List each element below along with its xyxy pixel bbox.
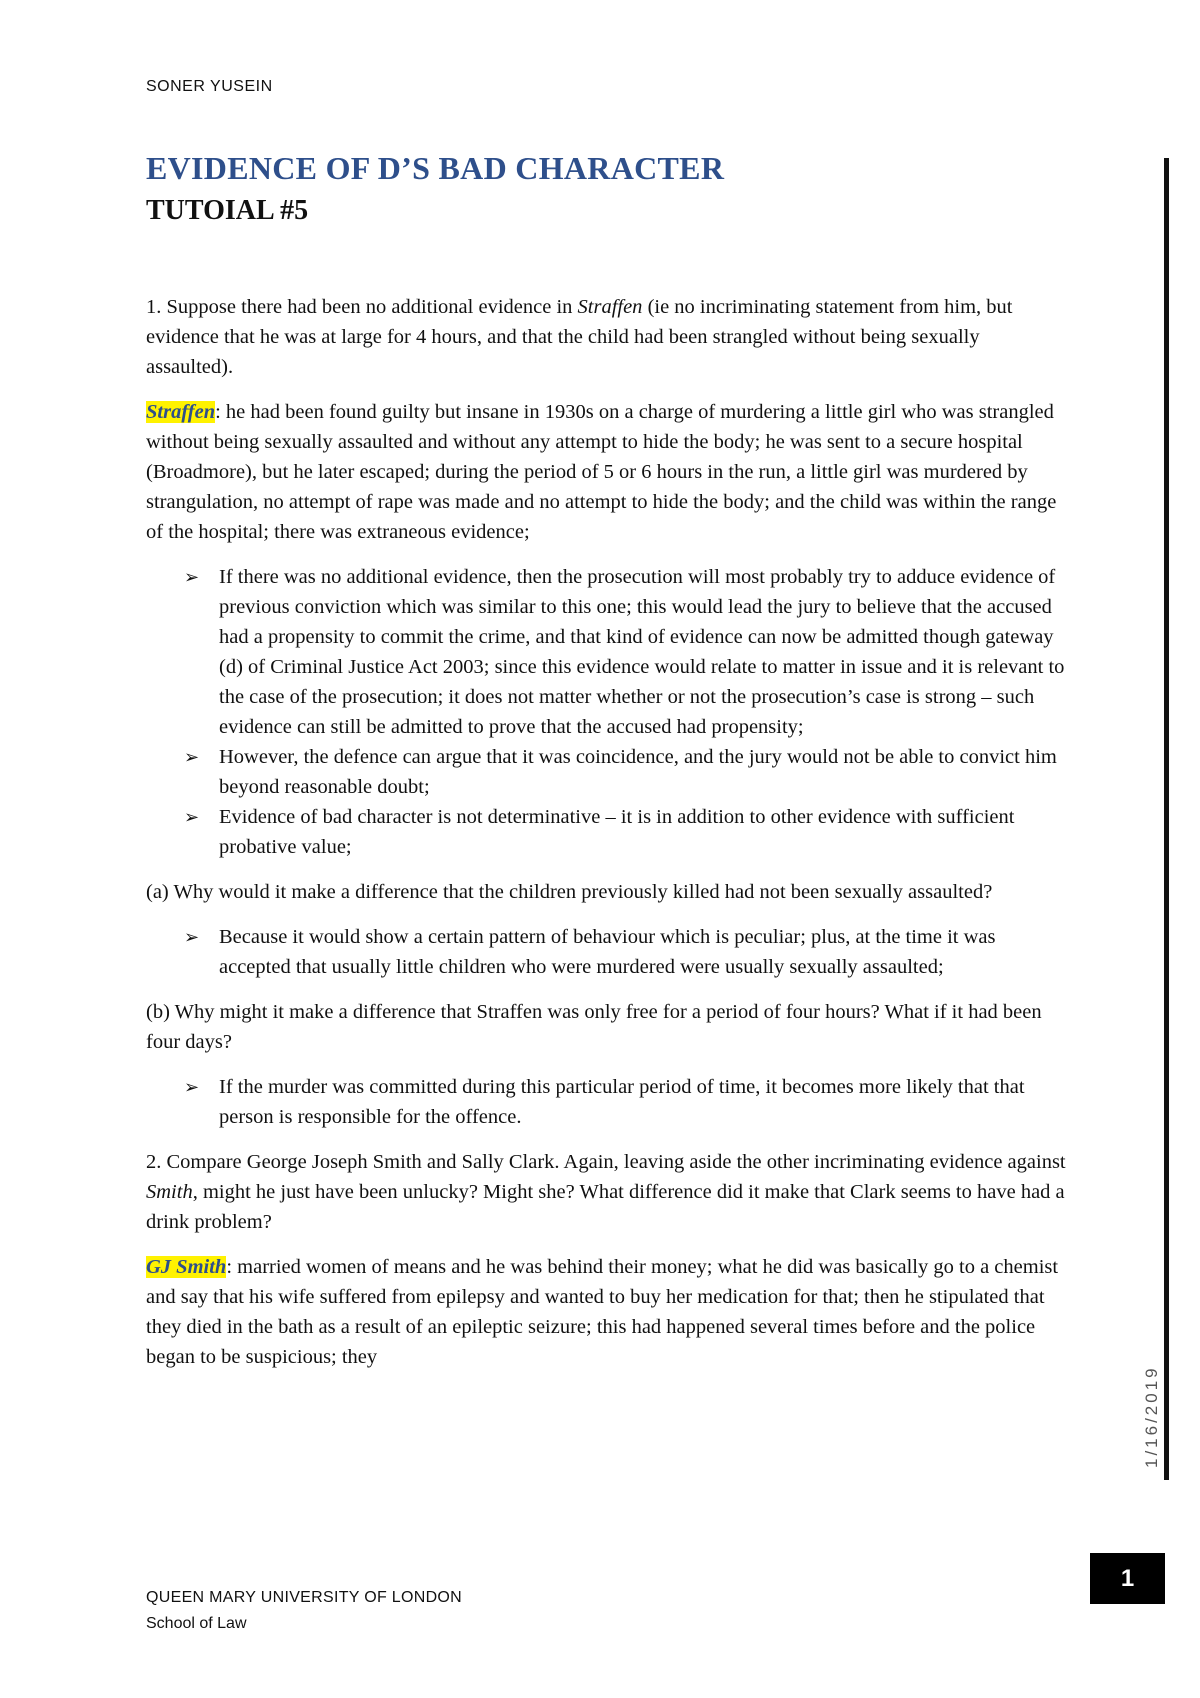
question-2-text: 2. Compare George Joseph Smith and Sally Clark. Again, leaving aside the other incriminating evidence against <box>146 1151 1066 1173</box>
page-number: 1 <box>1120 1564 1135 1592</box>
straffen-paragraph <box>146 397 1066 547</box>
bullet-text: If there was no additional evidence, then the prosecution will most probably try to adduce evidence of previous conviction which was similar to this one; this would lead the jury to believe that the accused had a propensity to commit the crime, and that kind of evidence can now be admitted though gateway (d) of Criminal Justice Act 2003; since this evidence would relate to matter in issue and it is relevant to the case of the prosecution; it does not matter whether or not the prosecution’s case is strong – such evidence can still be admitted to prove that the accused had propensity; <box>219 566 1065 738</box>
page-number-box <box>1090 1553 1165 1604</box>
question-a: (a) Why would it make a difference that the children previously killed had not been sexually assaulted? <box>146 881 993 903</box>
case-name-italic: Smith <box>146 1181 193 1203</box>
bullet-text: Because it would show a certain pattern of behaviour which is peculiar; plus, at the time it was accepted that usually little children who were murdered were usually sexually assaulted; <box>219 926 996 978</box>
answer-a-bullets <box>146 922 1066 982</box>
bullet-item <box>146 802 1066 862</box>
bullet-item <box>146 562 1066 742</box>
case-name-italic: Straffen <box>577 296 643 318</box>
straffen-text: : he had been found guilty but insane in 1930s on a charge of murdering a little girl who was strangled without being sexually assaulted and without any attempt to hide the body; he was sent to a secure hospital (Broadmore), but he later escaped; during the period of 5 or 6 hours in the run, a little girl was murdered by strangulation, no attempt of rape was made and no attempt to hide the body; and the child was within the range of the hospital; there was extraneous evidence; <box>146 401 1057 543</box>
arrow-bullet-icon: ➢ <box>184 807 200 827</box>
smith-text: : married women of means and he was behind their money; what he did was basically go to a chemist and say that his wife suffered from epilepsy and wanted to buy her medication for that; then he stipulated that they died in the bath as a result of an epileptic seizure; this had happened several times before and the police began to be suspicious; they <box>146 1256 1059 1368</box>
question-1-text: 1. Suppose there had been no additional evidence in <box>146 296 578 318</box>
bullet-item <box>146 922 1066 982</box>
answer-b-bullets <box>146 1072 1066 1132</box>
bullet-item <box>146 742 1066 802</box>
question-2-text-end: , might he just have been unlucky? Might she? What difference did it make that Clark seems to have had a drink problem? <box>146 1181 1065 1233</box>
smith-highlight: GJ Smith <box>146 1256 227 1278</box>
arrow-bullet-icon: ➢ <box>184 747 200 767</box>
answer-1-bullets <box>146 562 1066 862</box>
smith-paragraph <box>146 1252 1066 1372</box>
question-1 <box>146 292 1066 382</box>
question-2 <box>146 1147 1066 1237</box>
document-title: EVIDENCE OF D’S BAD CHARACTER <box>146 150 725 186</box>
arrow-bullet-icon: ➢ <box>184 567 200 587</box>
question-1-text-end: (ie no incriminating statement from him, but evidence that he was at large for 4 hours, and that the child had been strangled without being sexually assaulted). <box>146 296 1013 378</box>
question-b: (b) Why might it make a difference that Straffen was only free for a period of four hours? What if it had been four days? <box>146 1001 1042 1053</box>
arrow-bullet-icon: ➢ <box>184 927 200 947</box>
footer-university: QUEEN MARY UNIVERSITY OF LONDON <box>146 1589 463 1606</box>
right-margin-rule <box>1164 158 1169 1480</box>
header-author: SONER YUSEIN <box>146 78 273 95</box>
document-body <box>146 292 1066 1387</box>
bullet-text: However, the defence can argue that it was coincidence, and the jury would not be able to convict him beyond reasonable doubt; <box>219 746 1057 798</box>
bullet-text: If the murder was committed during this particular period of time, it becomes more likely that that person is responsible for the offence. <box>219 1076 1025 1128</box>
document-subtitle: TUTOIAL #5 <box>146 195 309 226</box>
side-date: 1/16/2019 <box>1142 1365 1161 1468</box>
footer-school: School of Law <box>146 1615 247 1632</box>
bullet-text: Evidence of bad character is not determinative – it is in addition to other evidence with sufficient probative value; <box>219 806 1015 858</box>
arrow-bullet-icon: ➢ <box>184 1077 200 1097</box>
straffen-highlight: Straffen <box>146 401 216 423</box>
bullet-item <box>146 1072 1066 1132</box>
